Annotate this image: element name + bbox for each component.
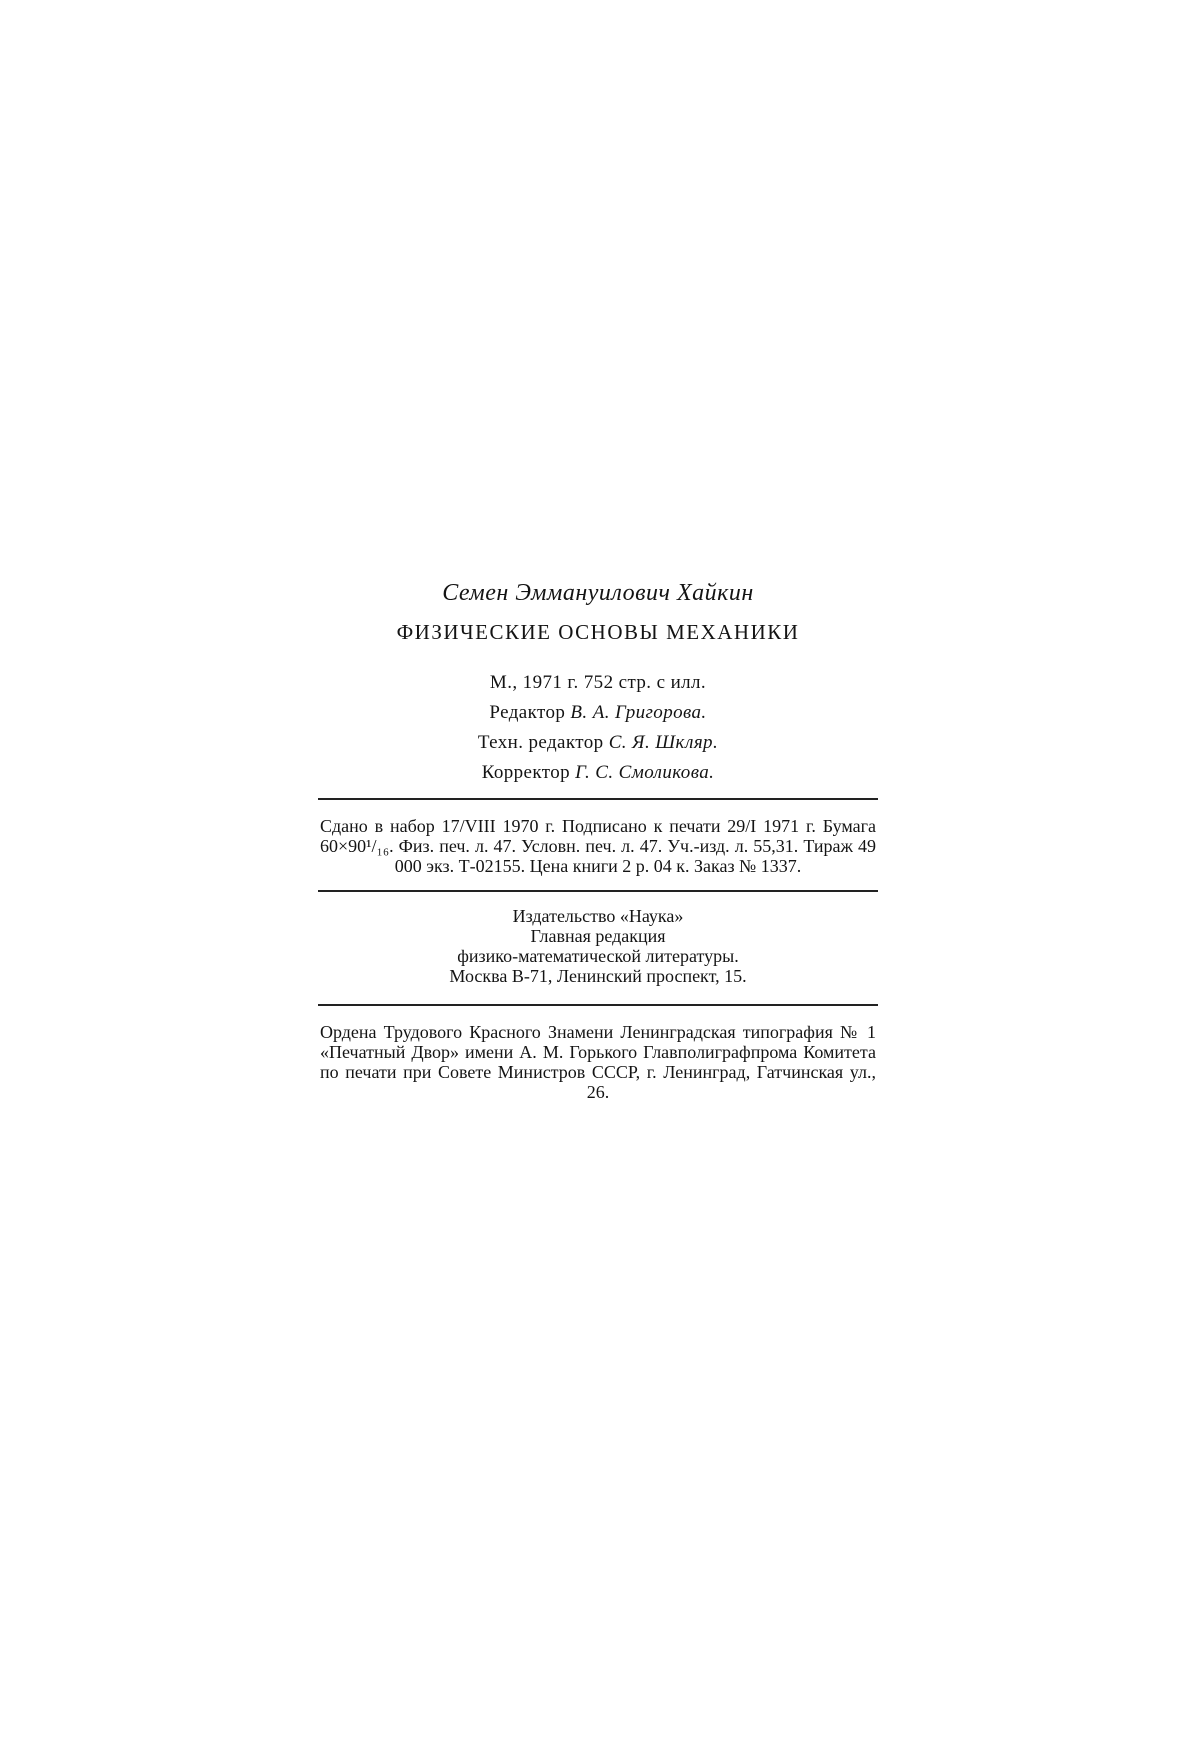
imprint-block — [318, 578, 878, 1102]
publisher-line: Москва В-71, Ленинский проспект, 15. — [449, 966, 747, 986]
book-title: ФИЗИЧЕСКИЕ ОСНОВЫ МЕХАНИКИ — [396, 620, 800, 644]
editor-role: Редактор — [489, 702, 566, 723]
tech-editor-name: С. Я. Шкляр. — [608, 732, 719, 753]
tech-editor-line — [318, 728, 878, 758]
author-name: Семен Эммануилович Хайкин — [442, 580, 754, 606]
divider — [318, 890, 878, 892]
print-info: Сдано в набор 17/VIII 1970 г. Подписано к печати 29/I 1971 г. Бумага 60×90¹/₁₆. Физ. печ. л. 47. Условн. печ. л. 47. Уч.-изд. л. 55,31. Тираж 49 000 экз. Т-02155. Цена книги 2 р. 04 к. Заказ № 1337. — [320, 816, 876, 876]
tech-editor-role: Техн. редактор — [477, 732, 604, 753]
publisher-line: Главная редакция — [530, 926, 666, 946]
divider — [318, 1004, 878, 1006]
publisher-info — [318, 906, 878, 986]
divider — [318, 798, 878, 800]
publication-line: М., 1971 г. 752 стр. с илл. — [489, 672, 707, 693]
corrector-line — [318, 758, 878, 788]
editor-line — [318, 698, 878, 728]
publisher-line: Издательство «Наука» — [512, 906, 684, 926]
corrector-name: Г. С. Смоликова. — [575, 762, 715, 783]
printer-info: Ордена Трудового Красного Знамени Ленинградская типография № 1 «Печатный Двор» имени А. М. Горького Главполиграфпрома Комитета по печати при Совете Министров СССР, г. Ленинград, Гатчинская ул., 26. — [320, 1022, 876, 1102]
corrector-role: Корректор — [481, 762, 571, 783]
editor-name: В. А. Григорова. — [570, 702, 707, 723]
publisher-line: физико-математической литературы. — [457, 946, 739, 966]
